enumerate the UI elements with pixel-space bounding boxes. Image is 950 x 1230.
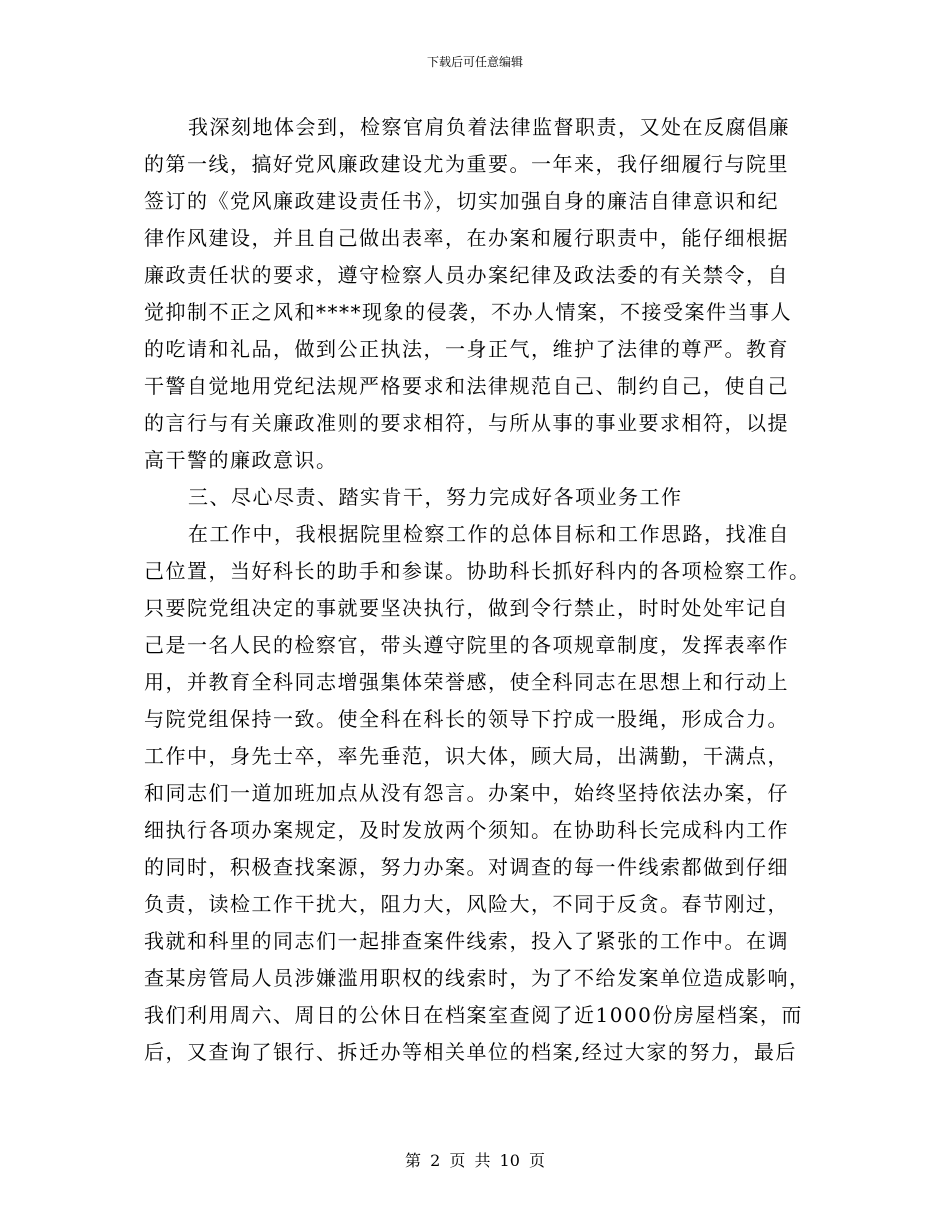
paragraph-line: 查某房管局人员涉嫌滥用职权的线索时，为了不给发案单位造成影响， <box>144 966 811 990</box>
paragraph-line: 我们利用周六、周日的公休日在档案室查阅了近1000份房屋档案，而 <box>144 1003 803 1027</box>
paragraph-line: 廉政责任状的要求，遵守检察人员办案纪律及政法委的有关禁令，自 <box>144 263 789 287</box>
page-header-note: 下载后可任意编辑 <box>426 55 523 69</box>
paragraph-line: 己位置，当好科长的助手和参谋。协助科长抓好科内的各项检察工作。 <box>144 559 811 583</box>
paragraph-line: 在工作中，我根据院里检察工作的总体目标和工作思路，找准自 <box>188 522 790 546</box>
paragraph-line: 律作风建设，并且自己做出表率，在办案和履行职责中，能仔细根据 <box>144 226 789 250</box>
paragraph-line: 我深刻地体会到，检察官肩负着法律监督职责，又处在反腐倡廉 <box>188 115 790 139</box>
paragraph-line: 高干警的廉政意识。 <box>144 448 338 472</box>
paragraph-line: 的吃请和礼品，做到公正执法，一身正气，维护了法律的尊严。教育 <box>144 337 789 361</box>
paragraph-line: 和同志们一道加班加点从没有怨言。办案中，始终坚持依法办案，仔 <box>144 781 789 805</box>
paragraph-line: 觉抑制不正之风和****现象的侵袭，不办人情案，不接受案件当事人 <box>144 300 792 324</box>
paragraph-line: 负责，读检工作干扰大，阻力大，风险大，不同于反贪。春节刚过， <box>144 892 789 916</box>
paragraph-line: 后，又查询了银行、拆迁办等相关单位的档案,经过大家的努力，最后 <box>144 1040 797 1064</box>
paragraph-line: 的第一线，搞好党风廉政建设尤为重要。一年来，我仔细履行与院里 <box>144 152 789 176</box>
section-heading: 三、尽心尽责、踏实肯干，努力完成好各项业务工作 <box>188 485 683 509</box>
paragraph-line: 干警自觉地用党纪法规严格要求和法律规范自己、制约自己，使自己 <box>144 374 789 398</box>
paragraph-line: 我就和科里的同志们一起排查案件线索，投入了紧张的工作中。在调 <box>144 929 789 953</box>
page-number-footer: 第 2 页 共 10 页 <box>405 1151 545 1170</box>
paragraph-line: 己是一名人民的检察官，带头遵守院里的各项规章制度，发挥表率作 <box>144 633 789 657</box>
paragraph-line: 细执行各项办案规定，及时发放两个须知。在协助科长完成科内工作 <box>144 818 789 842</box>
paragraph-line: 工作中，身先士卒，率先垂范，识大体，顾大局，出满勤，干满点， <box>144 744 789 768</box>
paragraph-line: 签订的《党风廉政建设责任书》，切实加强自身的廉洁自律意识和纪 <box>144 189 779 213</box>
paragraph-line: 的言行与有关廉政准则的要求相符，与所从事的事业要求相符，以提 <box>144 411 789 435</box>
document-body <box>144 109 811 1071</box>
paragraph-line: 与院党组保持一致。使全科在科长的领导下拧成一股绳，形成合力。 <box>144 707 789 731</box>
paragraph-line: 的同时，积极查找案源，努力办案。对调查的每一件线索都做到仔细 <box>144 855 789 879</box>
paragraph-line: 用，并教育全科同志增强集体荣誉感，使全科同志在思想上和行动上 <box>144 670 789 694</box>
paragraph-line: 只要院党组决定的事就要坚决执行，做到令行禁止，时时处处牢记自 <box>144 596 789 620</box>
